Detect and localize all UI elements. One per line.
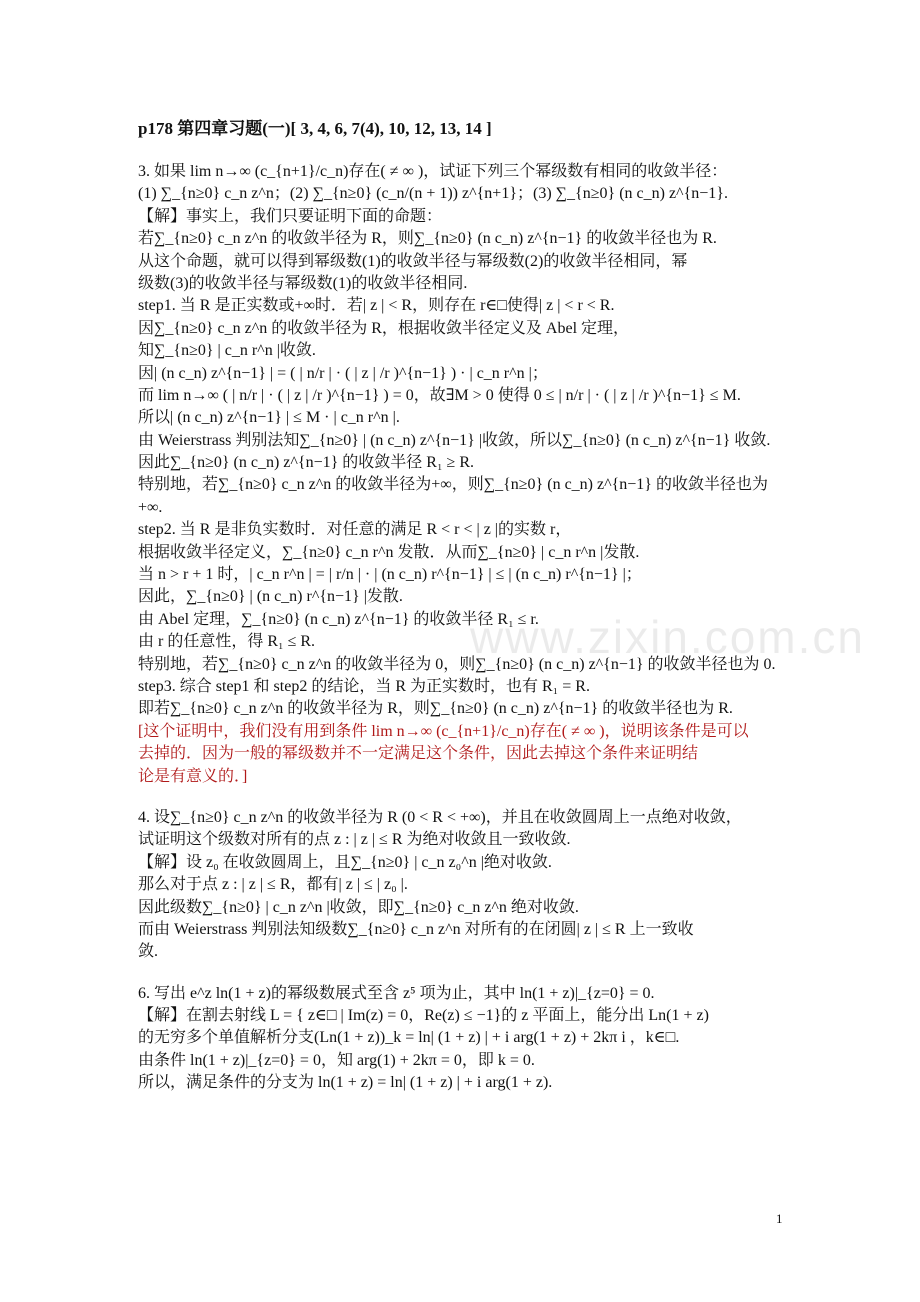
text-line: step1. 当 R 是正实数或+∞时．若| z | < R，则存在 r∈□使得| z | < r < R.	[138, 297, 615, 315]
page-title: p178 第四章习题(一)[ 3, 4, 6, 7(4), 10, 12, 13, 14 ]	[138, 119, 492, 138]
text-line: 3. 如果 lim n→∞ (c_{n+1}/c_n)存在( ≠ ∞ )，试证下列三个幂级数有相同的收敛半径：	[138, 163, 728, 180]
text-line: 而由 Weierstrass 判别法知级数∑_{n≥0} c_n z^n 对所有的在闭圆| z | ≤ R 上一致收	[138, 920, 694, 938]
problem-section	[138, 983, 788, 1095]
problem-section	[138, 161, 788, 788]
text-line: 因∑_{n≥0} c_n z^n 的收敛半径为 R，根据收敛半径定义及 Abel 定理，	[138, 319, 630, 337]
text-line: 所以| (n c_n) z^{n−1} | ≤ M · | c_n r^n |.	[138, 409, 400, 427]
text-line: 4. 设∑_{n≥0} c_n z^n 的收敛半径为 R (0 < R < +∞)，并且在收敛圆周上一点绝对收敛，	[138, 808, 742, 826]
text-line: 由条件 ln(1 + z)|_{z=0} = 0，知 arg(1) + 2kπ = 0，即 k = 0.	[138, 1051, 535, 1069]
text-line: 试证明这个级数对所有的点 z : | z | ≤ R 为绝对收敛且一致收敛.	[138, 831, 571, 849]
text-line: 因此，∑_{n≥0} | (n c_n) r^{n−1} |发散.	[138, 588, 403, 606]
text-line: 【解】设 z₀ 在收敛圆周上，且∑_{n≥0} | c_n z₀^n |绝对收敛.	[138, 853, 552, 871]
text-line: step3. 综合 step1 和 step2 的结论，当 R 为正实数时，也有 R₁ = R.	[138, 677, 590, 695]
remark-line: 论是有意义的．]	[138, 767, 248, 785]
watermark: www.zixin.com.cn	[470, 611, 865, 663]
text-line: 从这个命题，就可以得到幂级数(1)的收敛半径与幂级数(2)的收敛半径相同，幂	[138, 252, 688, 270]
text-line: 特别地，若∑_{n≥0} c_n z^n 的收敛半径为+∞，则∑_{n≥0} (n c_n) z^{n−1} 的收敛半径也为	[138, 476, 768, 494]
text-line: 因| (n c_n) z^{n−1} | = ( | n/r | · ( | z | /r )^{n−1} ) · | c_n r^n |；	[138, 364, 548, 382]
text-line: 级数(3)的收敛半径与幂级数(1)的收敛半径相同.	[138, 274, 468, 292]
section-gap	[138, 788, 788, 807]
page-number: 1	[776, 1211, 783, 1226]
text-line: (1) ∑_{n≥0} c_n z^n；(2) ∑_{n≥0} (c_n/(n + 1)) z^{n+1}；(3) ∑_{n≥0} (n c_n) z^{n−1}.	[138, 185, 728, 203]
text-line: 因此∑_{n≥0} (n c_n) z^{n−1} 的收敛半径 R₁ ≥ R.	[138, 454, 475, 472]
text-line: step2. 当 R 是非负实数时．对任意的满足 R < r < | z |的实数 r，	[138, 521, 572, 539]
text-line: 当 n > r + 1 时，| c_n r^n | = | r/n | · | (n c_n) r^{n−1} | ≤ | (n c_n) r^{n−1} |；	[138, 566, 642, 584]
text-line: 【解】在割去射线 L = { z∈□ | Im(z) = 0，Re(z) ≤ −1}的 z 平面上，能分出 Ln(1 + z)	[138, 1007, 709, 1025]
text-line: 所以，满足条件的分支为 ln(1 + z) = ln| (1 + z) | + i arg(1 + z).	[138, 1074, 553, 1092]
text-line: 根据收敛半径定义，∑_{n≥0} c_n r^n 发散．从而∑_{n≥0} | c_n r^n |发散.	[138, 543, 640, 561]
text-line: 若∑_{n≥0} c_n z^n 的收敛半径为 R，则∑_{n≥0} (n c_n) z^{n−1} 的收敛半径也为 R.	[138, 230, 717, 248]
text-line: 即若∑_{n≥0} c_n z^n 的收敛半径为 R，则∑_{n≥0} (n c_n) z^{n−1} 的收敛半径也为 R.	[138, 700, 733, 718]
text-line: 敛.	[138, 943, 159, 961]
text-line: 【解】事实上，我们只要证明下面的命题：	[138, 207, 443, 225]
text-line: 特别地，若∑_{n≥0} c_n z^n 的收敛半径为 0，则∑_{n≥0} (n c_n) z^{n−1} 的收敛半径也为 0.	[138, 655, 776, 673]
remark-line: 去掉的．因为一般的幂级数并不一定满足这个条件，因此去掉这个条件来证明结	[138, 745, 699, 763]
problem-section	[138, 807, 788, 964]
text-line: +∞.	[138, 498, 163, 516]
text-line: 由 r 的任意性，得 R₁ ≤ R.	[138, 633, 316, 651]
text-line: 知∑_{n≥0} | c_n r^n |收敛.	[138, 342, 316, 360]
text-line: 6. 写出 e^z ln(1 + z)的幂级数展式至含 z⁵ 项为止，其中 ln(1 + z)|_{z=0} = 0.	[138, 984, 655, 1002]
text-line: 的无穷多个单值解析分支(Ln(1 + z))_k = ln| (1 + z) | + i arg(1 + z) + 2kπ i ，k∈□.	[138, 1029, 680, 1047]
text-line: 由 Abel 定理，∑_{n≥0} (n c_n) z^{n−1} 的收敛半径 R₁ ≤ r.	[138, 610, 539, 628]
text-line: 而 lim n→∞ ( | n/r | · ( | z | /r )^{n−1} ) = 0，故∃M > 0 使得 0 ≤ | n/r | · ( | z | /r )^{n−1} ≤ M.	[138, 386, 741, 404]
text-line: 由 Weierstrass 判别法知∑_{n≥0} | (n c_n) z^{n−1} |收敛，所以∑_{n≥0} (n c_n) z^{n−1} 收敛.	[138, 431, 771, 449]
text-line: 那么对于点 z : | z | ≤ R，都有| z | ≤ | z₀ |.	[138, 876, 408, 894]
section-gap	[138, 964, 788, 983]
remark-line: [这个证明中，我们没有用到条件 lim n→∞ (c_{n+1}/c_n)存在( ≠ ∞ )，说明该条件是可以	[138, 722, 749, 740]
text-line: 因此级数∑_{n≥0} | c_n z^n |收敛，即∑_{n≥0} c_n z^n 绝对收敛.	[138, 898, 579, 916]
